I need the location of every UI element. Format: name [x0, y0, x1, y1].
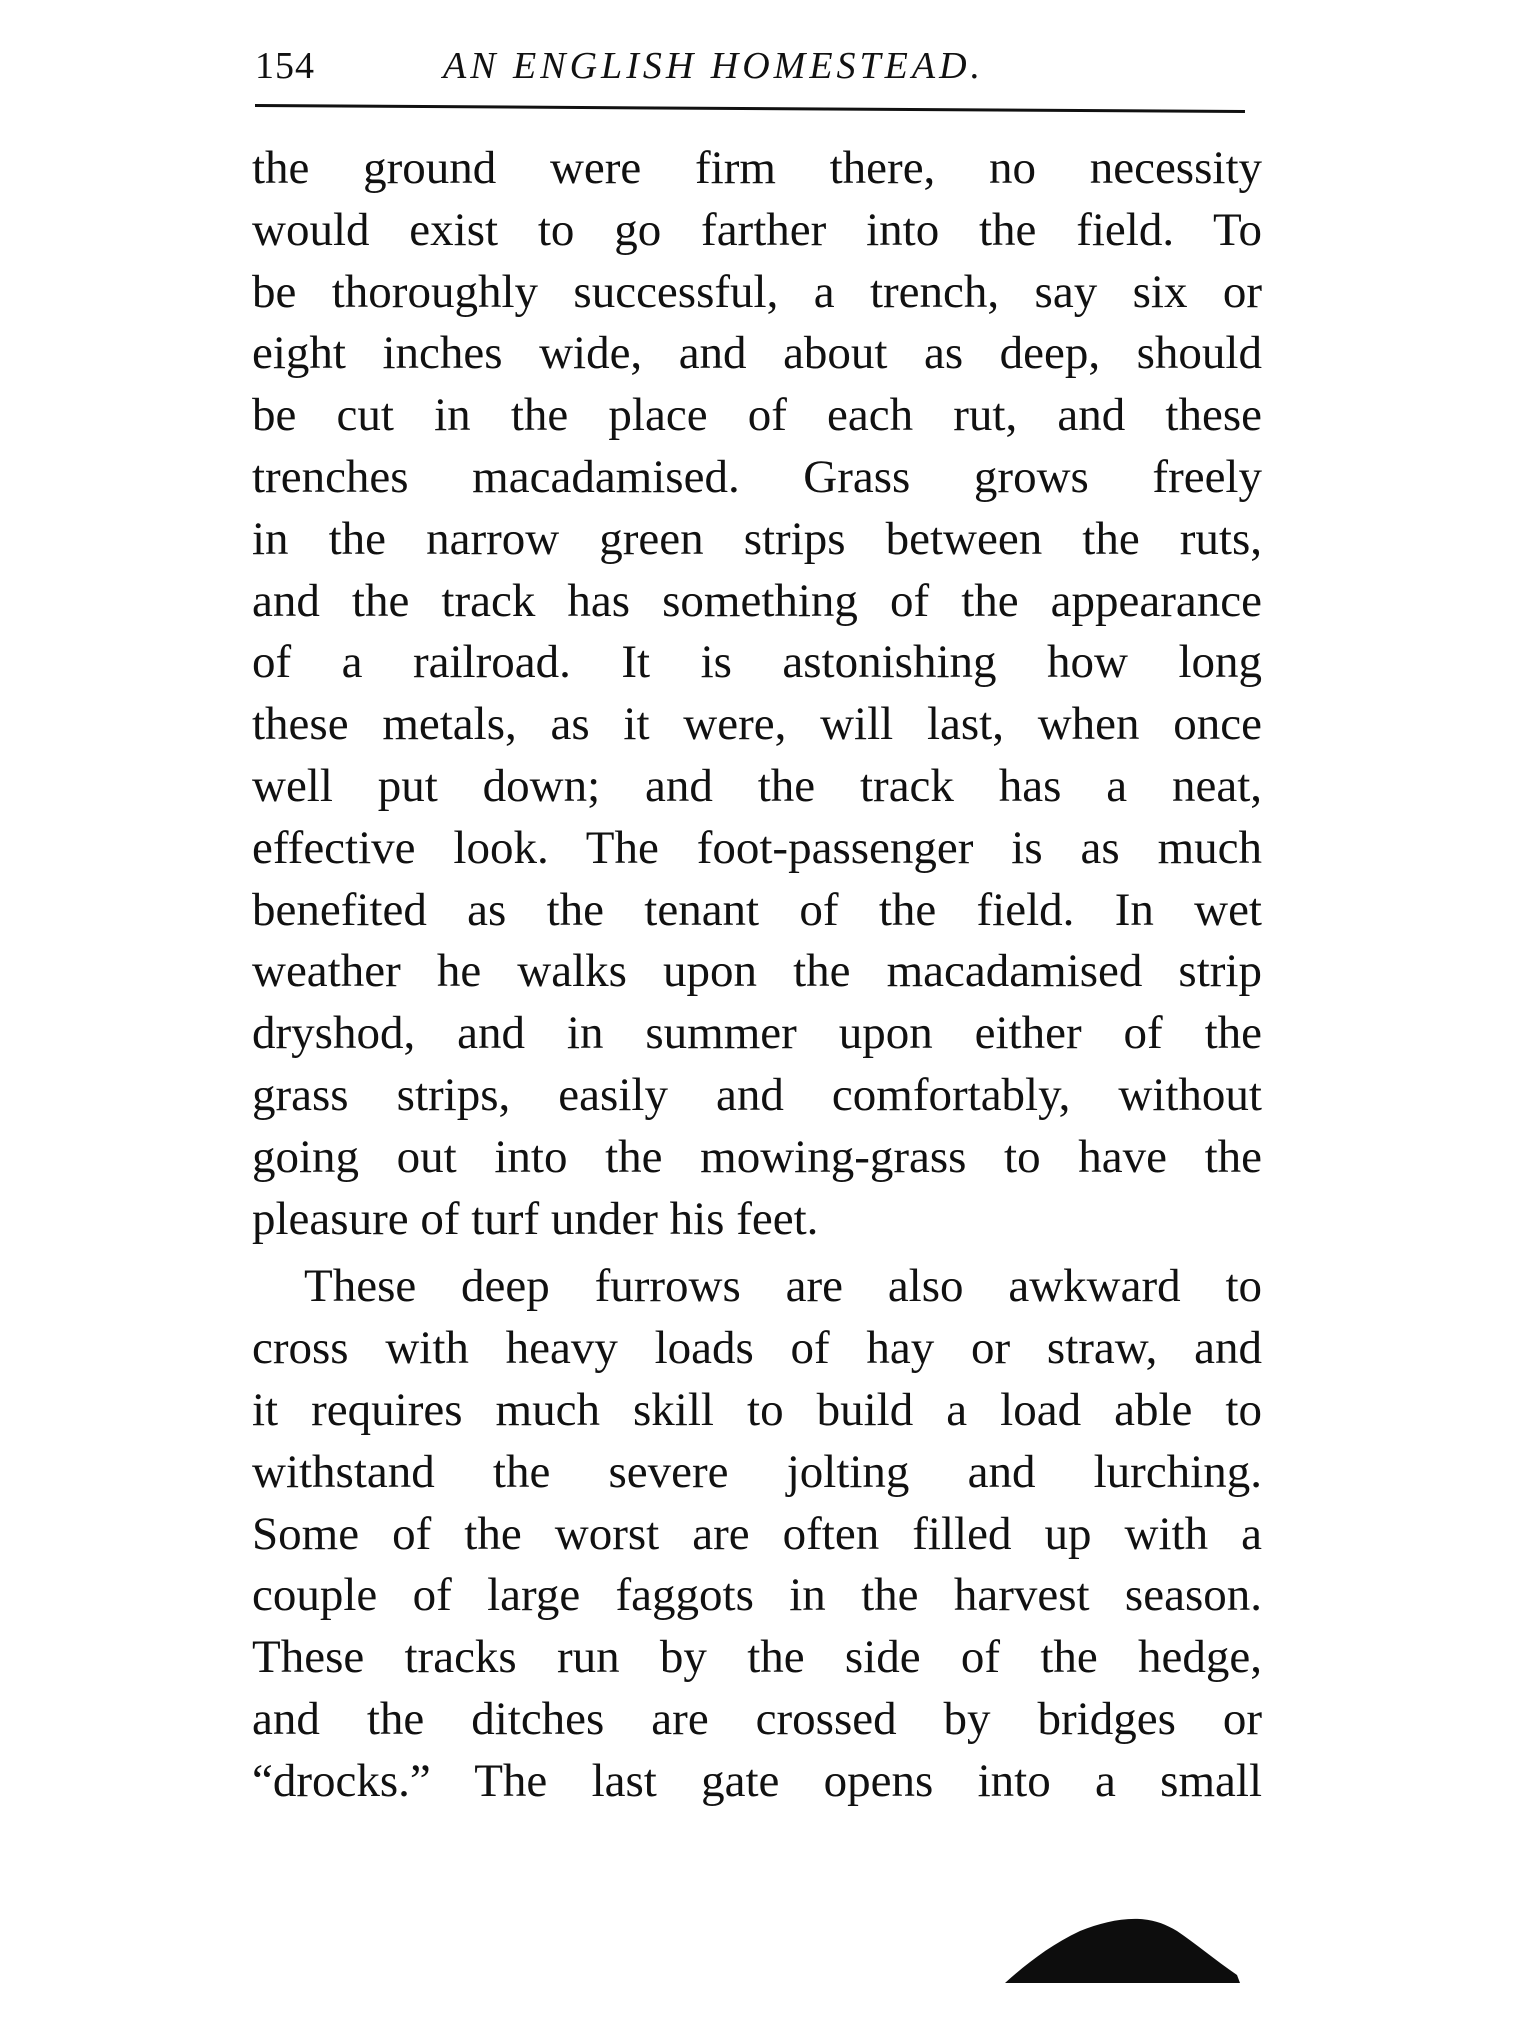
- text-line: dryshod, and in summer upon either of the: [252, 1007, 1262, 1060]
- text-line: These deep furrows are also awkward to: [304, 1260, 1262, 1313]
- text-line: benefited as the tenant of the field. In wet: [252, 883, 1262, 936]
- text-line: be cut in the place of each rut, and these: [252, 389, 1262, 442]
- text-line: cross with heavy loads of hay or straw, and: [252, 1322, 1262, 1375]
- text-line: “drocks.” The last gate opens into a small: [252, 1754, 1262, 1807]
- header-rule: [255, 104, 1245, 113]
- text-line: These tracks run by the side of the hedge,: [252, 1631, 1262, 1684]
- text-line: these metals, as it were, will last, when once: [252, 698, 1262, 751]
- text-line: the ground were firm there, no necessity: [252, 142, 1262, 194]
- text-line: be thoroughly successful, a trench, say six or: [252, 265, 1262, 318]
- text-line: couple of large faggots in the harvest season.: [252, 1569, 1262, 1622]
- page-header: [255, 44, 1245, 94]
- text-line: and the ditches are crossed by bridges or: [252, 1692, 1262, 1745]
- text-line: trenches macadamised. Grass grows freely: [252, 450, 1262, 503]
- text-line: withstand the severe jolting and lurching.: [252, 1445, 1262, 1498]
- text-line: weather he walks upon the macadamised strip: [252, 945, 1262, 998]
- text-line: and the track has something of the appearance: [252, 574, 1262, 627]
- page-number: 154: [255, 45, 315, 87]
- text-line: well put down; and the track has a neat,: [252, 759, 1262, 812]
- text-line: eight inches wide, and about as deep, should: [252, 327, 1262, 380]
- text-line: would exist to go farther into the field. To: [252, 203, 1262, 256]
- text-line: going out into the mowing-grass to have the: [252, 1130, 1262, 1183]
- body-text: [252, 138, 1262, 1813]
- text-line: effective look. The foot-passenger is as much: [252, 821, 1262, 874]
- text-line: it requires much skill to build a load able to: [252, 1383, 1262, 1436]
- ink-blot-mark: [1005, 1915, 1240, 1985]
- running-title: AN ENGLISH HOMESTEAD.: [443, 45, 985, 87]
- text-line: pleasure of turf under his feet.: [252, 1192, 819, 1245]
- text-line: of a railroad. It is astonishing how long: [252, 636, 1262, 689]
- text-line: Some of the worst are often filled up with a: [252, 1507, 1262, 1560]
- text-line: in the narrow green strips between the ruts,: [252, 512, 1262, 565]
- text-line: grass strips, easily and comfortably, without: [252, 1068, 1262, 1121]
